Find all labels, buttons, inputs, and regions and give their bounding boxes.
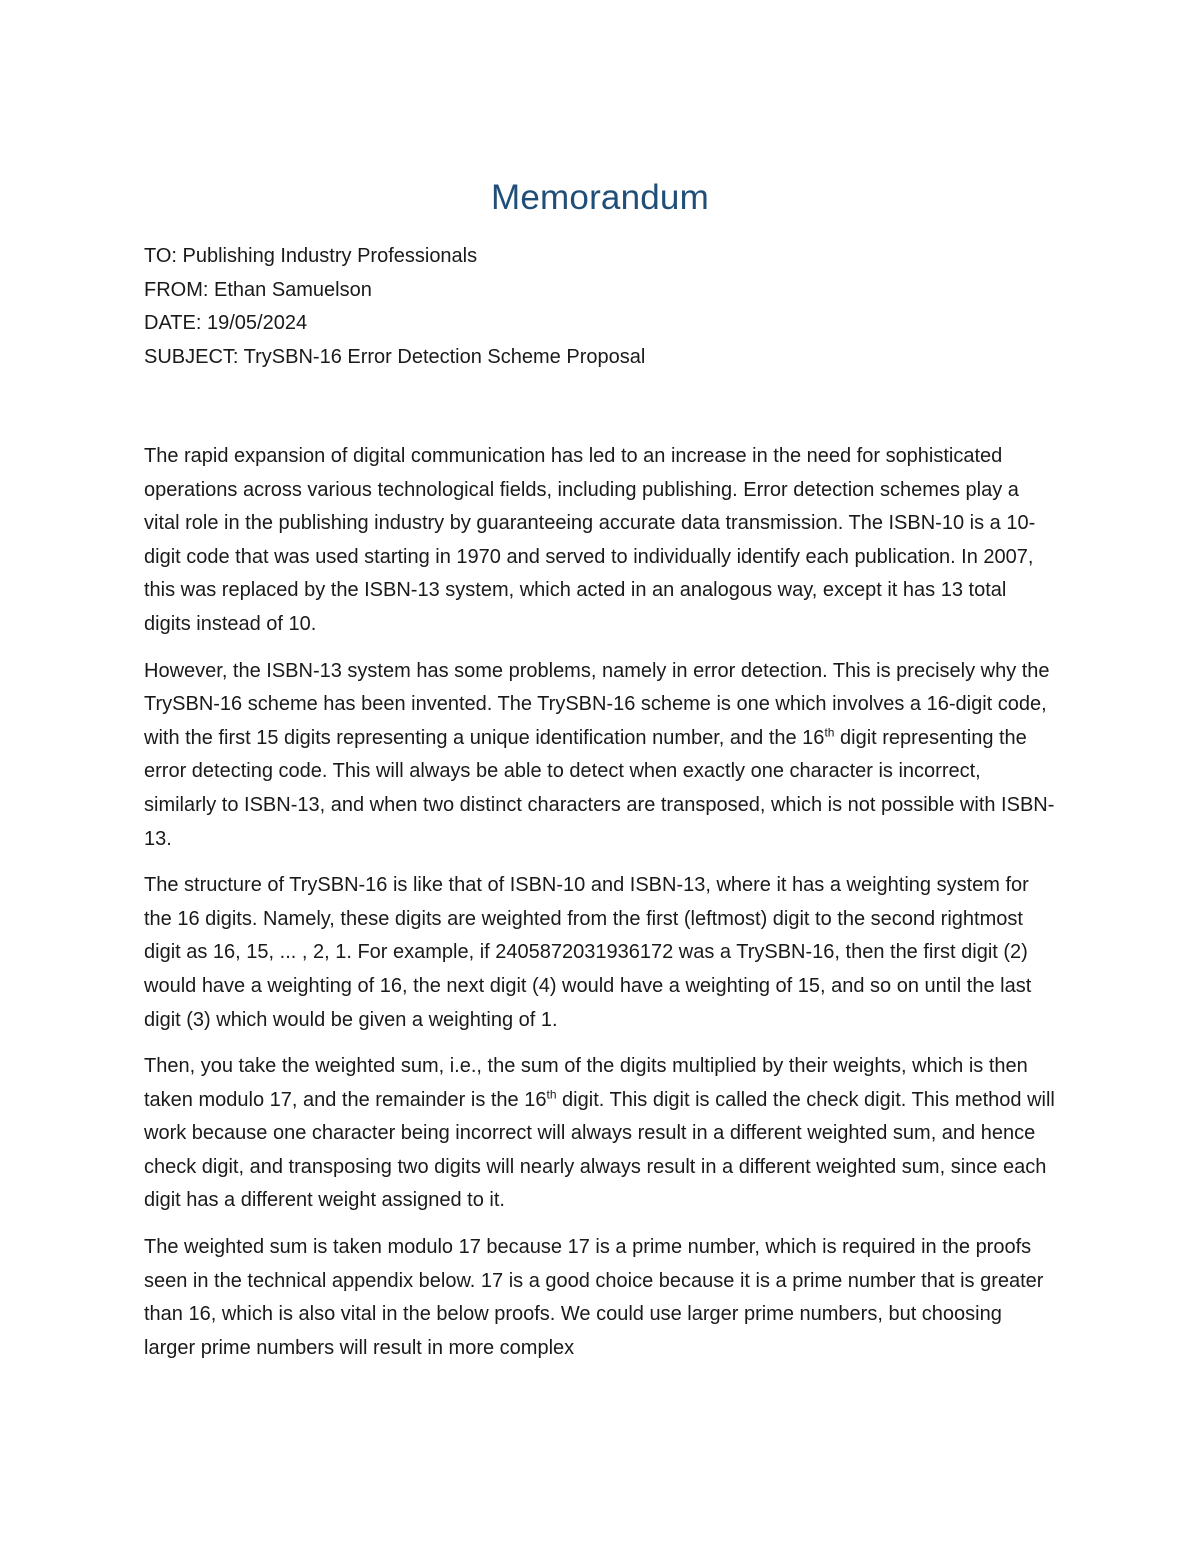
memo-header (144, 240, 1056, 374)
superscript-th: th (824, 725, 835, 740)
memo-to: TO: Publishing Industry Professionals (144, 245, 478, 267)
paragraph-problem-text-a: However, the ISBN-13 system has some problems, namely in error detection. This is precisely why the TrySBN-16 scheme has been invented. The TrySBN-16 scheme is one which involves a 16-digit code, with the first 15 digits representing a unique identification number, and the 16 (144, 659, 1050, 749)
paragraph-structure: The structure of TrySBN-16 is like that of ISBN-10 and ISBN-13, where it has a weighting system for the 16 digits. Namely, these digits are weighted from the first (leftmost) digit to the second rightmost digit as 16, 15, ... , 2, 1. For example, if 2405872031936172 was a TrySBN-16, then the first digit (2) would have a weighting of 16, the next digit (4) would have a weighting of 15, and so on until the last digit (3) which would be given a weighting of 1. (144, 874, 1032, 1031)
paragraph-problem (144, 655, 1056, 857)
paragraph-problem-text-b: digit representing the error detecting code. This will always be able to detect when exactly one character is incorrect, similarly to ISBN-13, and when two distinct characters are transposed, which is not possible with ISBN-13. (144, 726, 1055, 850)
memo-title: Memorandum (491, 178, 709, 217)
superscript-th: th (546, 1087, 557, 1102)
paragraph-weighted-sum-text-b: digit. This digit is called the check digit. This method will work because one character being incorrect will always result in a different weighted sum, and hence check digit, and transposing two digits will nearly always result in a different weighted sum, since each digit has a different weight assigned to it. (144, 1088, 1055, 1212)
paragraph-weighted-sum-text-a: Then, you take the weighted sum, i.e., the sum of the digits multiplied by their weights, which is then taken modulo 17, and the remainder is the 16 (144, 1055, 1028, 1111)
paragraph-weighted-sum (144, 1050, 1056, 1218)
paragraph-intro: The rapid expansion of digital communication has led to an increase in the need for sophisticated operations across various technological fields, including publishing. Error detection schemes play a vital role in the publishing industry by guaranteeing accurate data transmission. The ISBN-10 is a 10-digit code that was used starting in 1970 and served to individually identify each publication. In 2007, this was replaced by the ISBN-13 system, which acted in an analogous way, except it has 13 total digits instead of 10. (144, 445, 1036, 635)
memo-date: DATE: 19/05/2024 (144, 312, 308, 334)
memo-from: FROM: Ethan Samuelson (144, 278, 372, 301)
paragraph-modulo: The weighted sum is taken modulo 17 because 17 is a prime number, which is required in the proofs seen in the technical appendix below. 17 is a good choice because it is a prime number that is greater than 16, which is also vital in the below proofs. We could use larger prime numbers, but choosing larger prime numbers will result in more complex (144, 1236, 1044, 1359)
memo-subject: SUBJECT: TrySBN-16 Error Detection Scheme Proposal (144, 345, 646, 368)
